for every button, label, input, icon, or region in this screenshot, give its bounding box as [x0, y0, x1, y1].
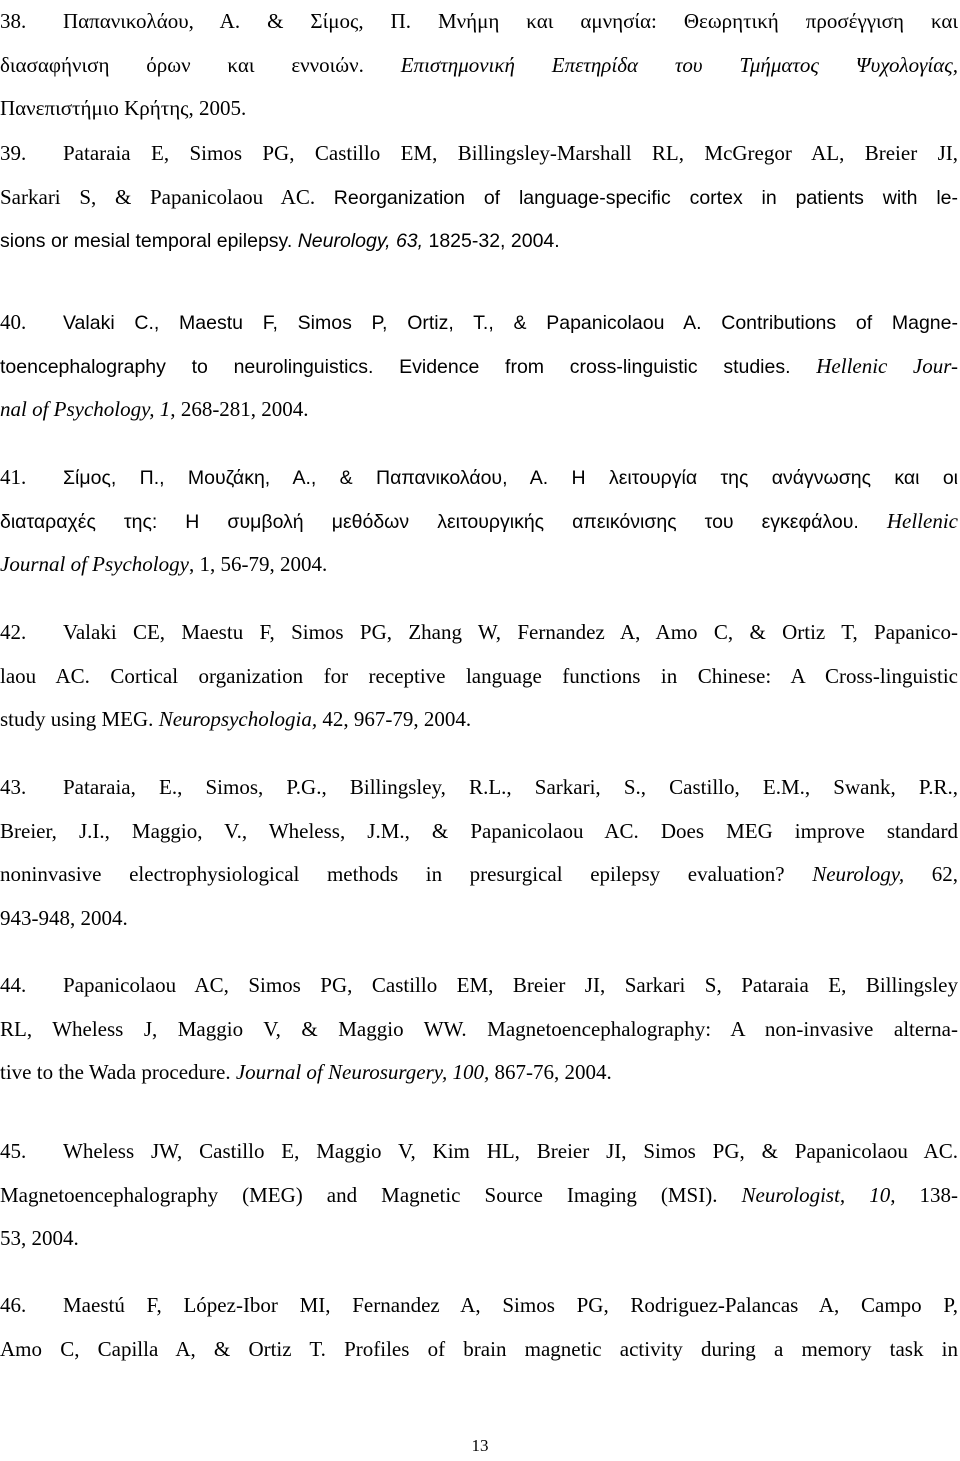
reference-text: Wheless JW, Castillo E, Maggio V, Kim HL, Breier JI, Simos PG, & Papanicolaou AC.: [63, 1139, 958, 1163]
reference-italic-text: Επιστημονική Επετηρίδα του Τμήματος Ψυχολογίας,: [400, 52, 958, 77]
reference-text: 42, 967-79, 2004.: [317, 707, 472, 731]
reference-line: [0, 44, 958, 88]
reference-entry: [0, 964, 958, 1095]
reference-text: Pataraia E, Simos PG, Castillo EM, Billingsley-Marshall RL, McGregor AL, Breier JI,: [63, 141, 958, 165]
reference-text: Reorganization of language-specific cortex in patients with le-: [333, 186, 958, 209]
reference-line: [0, 301, 958, 345]
reference-line: [0, 1284, 958, 1328]
reference-entry: [0, 456, 958, 587]
reference-line: [0, 655, 958, 699]
reference-text: 867-76, 2004.: [489, 1060, 612, 1084]
reference-number: 42.: [0, 620, 27, 644]
reference-entry: [0, 0, 958, 131]
reference-text: 138-: [895, 1182, 958, 1207]
reference-text: Sarkari S, & Papanicolaou AC.: [0, 184, 334, 209]
reference-text: Valaki CE, Maestu F, Simos PG, Zhang W, Fernandez A, Amo C, & Ortiz T, Papanico-: [63, 620, 958, 644]
reference-line: [0, 611, 958, 655]
reference-entry: [0, 766, 958, 940]
reference-text: 1825-32, 2004.: [423, 230, 560, 252]
reference-line: [0, 1174, 958, 1218]
reference-line: [0, 132, 958, 176]
reference-text: noninvasive electrophysiological methods in presurgical epilepsy evaluation?: [0, 862, 813, 886]
reference-line: [0, 1328, 958, 1372]
reference-line: [0, 1217, 958, 1261]
reference-line: [0, 897, 958, 941]
reference-italic-text: Neurology, 63,: [297, 230, 424, 252]
page-number: 13: [471, 1436, 489, 1455]
reference-line: [0, 853, 958, 897]
reference-line: [0, 456, 958, 500]
reference-entry: [0, 1284, 958, 1371]
reference-line: [0, 219, 958, 263]
reference-entry: [0, 301, 958, 432]
reference-text: Maestú F, López-Ibor MI, Fernandez A, Simos PG, Rodriguez-Palancas A, Campo P,: [63, 1293, 958, 1317]
reference-italic-text: Journal of Psychology: [0, 552, 189, 576]
reference-text: Pataraia, E., Simos, P.G., Billingsley, R.L., Sarkari, S., Castillo, E.M., Swank, P.R.,: [63, 775, 958, 799]
reference-text: 268-281, 2004.: [175, 397, 309, 421]
reference-line: [0, 1130, 958, 1174]
reference-text: 53, 2004.: [0, 1226, 79, 1250]
reference-line: [0, 345, 958, 389]
reference-text: Papanicolaou AC, Simos PG, Castillo EM, Breier JI, Sarkari S, Pataraia E, Billingsley: [63, 973, 958, 997]
reference-entry: [0, 1130, 958, 1261]
reference-text: Παπανικολάου, Α. & Σίμος, Π. Μνήμη και αμνησία: Θεωρητική προσέγγιση και: [63, 9, 958, 33]
reference-number: 46.: [0, 1293, 27, 1317]
reference-line: [0, 964, 958, 1008]
reference-text: RL, Wheless J, Maggio V, & Maggio WW. Magnetoencephalography: A non-invasive alterna-: [0, 1016, 958, 1041]
reference-text: διαταραχές της: Η συμβολή μεθόδων λειτουργικής απεικόνισης του εγκεφάλου.: [0, 510, 887, 533]
reference-number: 44.: [0, 973, 27, 997]
reference-number: 39.: [0, 141, 27, 165]
reference-entry: [0, 611, 958, 742]
reference-line: [0, 1008, 958, 1052]
reference-italic-text: Hellenic: [886, 508, 958, 533]
reference-italic-text: nal of Psychology, 1,: [0, 397, 176, 421]
reference-line: [0, 0, 958, 44]
reference-text: διασαφήνιση όρων και εννοιών.: [0, 52, 401, 77]
reference-text: Magnetoencephalography (MEG) and Magnetic Source Imaging (MSI).: [0, 1182, 742, 1207]
reference-italic-text: Neurology,: [812, 862, 905, 886]
reference-line: [0, 543, 958, 587]
reference-line: [0, 87, 958, 131]
reference-text: Breier, J.I., Maggio, V., Wheless, J.M., & Papanicolaou AC. Does MEG improve standard: [0, 818, 958, 843]
reference-text: tive to the Wada procedure.: [0, 1060, 236, 1084]
reference-text: 62,: [904, 862, 958, 886]
reference-line: [0, 500, 958, 544]
reference-line: [0, 766, 958, 810]
reference-line: [0, 388, 958, 432]
reference-number: 41.: [0, 465, 27, 489]
reference-text: , 1, 56-79, 2004.: [188, 552, 328, 576]
reference-text: Valaki C., Maestu F, Simos P, Ortiz, T., & Papanicolaou A. Contributions of Magne-: [63, 312, 958, 334]
reference-line: [0, 698, 958, 742]
reference-text: Πανεπιστήμιο Κρήτης, 2005.: [0, 96, 247, 120]
reference-text: study using MEG.: [0, 707, 159, 731]
reference-entry: [0, 132, 958, 263]
reference-number: 38.: [0, 9, 27, 33]
reference-text: Σίμος, Π., Μουζάκη, Α., & Παπανικολάου, Α. Η λειτουργία της ανάγνωσης και οι: [63, 467, 958, 489]
reference-text: Amo C, Capilla A, & Ortiz T. Profiles of brain magnetic activity during a memory task in: [0, 1336, 958, 1361]
reference-number: 45.: [0, 1139, 27, 1163]
reference-italic-text: Journal of Neurosurgery, 100,: [235, 1060, 490, 1084]
reference-italic-text: Neurologist, 10,: [741, 1182, 896, 1207]
reference-text: 943-948, 2004.: [0, 905, 128, 930]
reference-italic-text: Neuropsychologia,: [158, 707, 318, 731]
reference-line: [0, 810, 958, 854]
reference-text: toencephalography to neurolinguistics. Evidence from cross-linguistic studies.: [0, 355, 817, 378]
reference-text: laou AC. Cortical organization for receptive language functions in Chinese: A Cross-linguistic: [0, 663, 958, 688]
reference-line: [0, 176, 958, 220]
reference-line: [0, 1051, 958, 1095]
reference-number: 40.: [0, 310, 27, 334]
reference-number: 43.: [0, 775, 27, 799]
reference-italic-text: Hellenic Jour-: [816, 353, 958, 378]
reference-text: sions or mesial temporal epilepsy.: [0, 230, 298, 252]
